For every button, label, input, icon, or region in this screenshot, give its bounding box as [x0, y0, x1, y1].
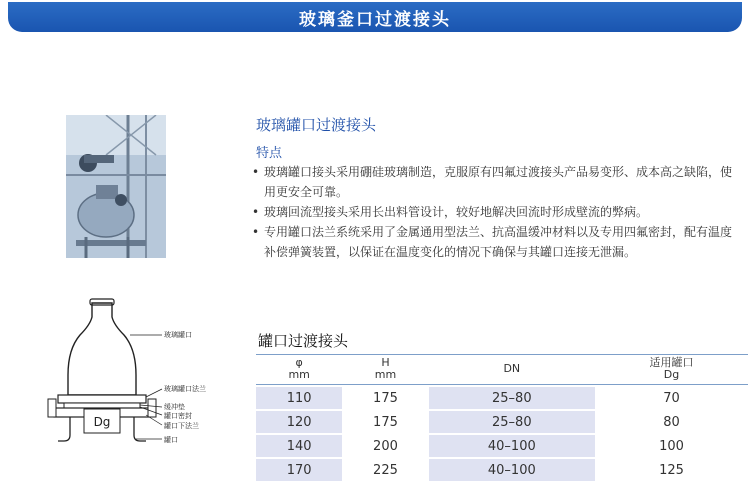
table-header-row	[256, 354, 748, 385]
diagram-label: 罐口下法兰	[164, 422, 199, 430]
table-row	[256, 459, 748, 481]
table-cell: 125	[595, 459, 748, 481]
table-cell: 200	[342, 435, 428, 457]
table-cell: 175	[342, 411, 428, 433]
table-row	[256, 387, 748, 409]
col-header-dg: 适用罐口 Dg	[595, 354, 748, 385]
table-cell: 120	[256, 411, 342, 433]
feature-item: • 玻璃罐口接头采用硼硅玻璃制造，克服原有四氟过渡接头产品易变形、成本高之缺陷，使用更安全可靠。	[252, 162, 742, 202]
table-cell: 70	[595, 387, 748, 409]
joint-diagram	[40, 295, 250, 495]
col-header-phi: φ mm	[256, 354, 342, 385]
table-cell: 40–100	[429, 459, 595, 481]
table-cell: 170	[256, 459, 342, 481]
table-title: 罐口过渡接头	[258, 332, 349, 350]
page-banner	[8, 2, 742, 32]
col-header-dn: DN	[429, 354, 595, 385]
diagram-label: 玻璃罐口	[164, 331, 192, 339]
table-cell: 140	[256, 435, 342, 457]
table-cell: 40–100	[429, 435, 595, 457]
col-header-h: H mm	[342, 354, 428, 385]
diagram-label: 罐口密封	[164, 412, 192, 420]
reactor-photo-illustration	[66, 115, 166, 258]
product-title: 玻璃罐口过渡接头	[256, 116, 377, 134]
features-title: 特点	[256, 146, 283, 161]
features-list	[252, 162, 742, 262]
table-cell: 110	[256, 387, 342, 409]
table-row	[256, 435, 748, 457]
feature-item: • 专用罐口法兰系统采用了金属通用型法兰、抗高温缓冲材料以及专用四氟密封，配有温度补偿弹簧装置，以保证在温度变化的情况下确保与其罐口连接无泄漏。	[252, 222, 742, 262]
table-row	[256, 411, 748, 433]
diagram-label: 罐口	[164, 436, 178, 444]
table-cell: 100	[595, 435, 748, 457]
table-cell: 175	[342, 387, 428, 409]
table-cell: 25–80	[429, 411, 595, 433]
spec-table	[256, 352, 748, 483]
table-cell: 80	[595, 411, 748, 433]
feature-item: • 玻璃回流型接头采用长出料管设计，较好地解决回流时形成壁流的弊病。	[252, 202, 742, 222]
diagram-label: 缓冲垫	[164, 403, 185, 411]
product-photo	[66, 115, 166, 258]
table-cell: 225	[342, 459, 428, 481]
diagram-dg-label: Dg	[93, 415, 111, 429]
diagram-label: 玻璃罐口法兰	[164, 385, 206, 393]
banner-title: 玻璃釜口过渡接头	[299, 9, 451, 30]
table-cell: 25–80	[429, 387, 595, 409]
